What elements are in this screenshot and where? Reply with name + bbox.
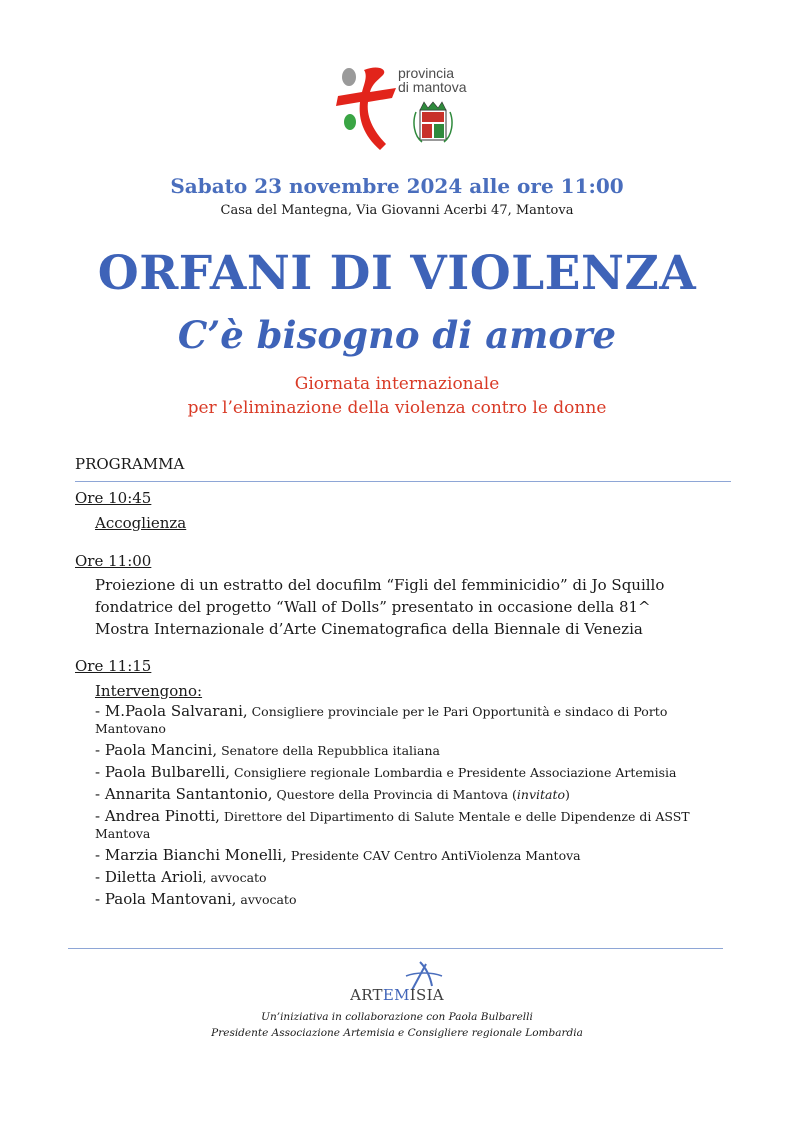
speaker-name: - Annarita Santantonio, xyxy=(95,785,273,803)
event-venue: Casa del Mantegna, Via Giovanni Acerbi 47, Mantova xyxy=(220,203,574,218)
speaker-item xyxy=(95,703,735,737)
slot2-description xyxy=(95,574,664,640)
artemisia-wordmark xyxy=(0,986,794,1004)
logo-wordmark xyxy=(398,66,466,94)
speaker-item xyxy=(95,808,735,842)
speaker-role-end: ) xyxy=(565,787,570,802)
credit-line1: Un’iniziativa in collaborazione con Paola Bulbarelli xyxy=(261,1011,533,1023)
speaker-item xyxy=(95,764,735,781)
credit-line2: Presidente Associazione Artemisia e Consigliere regionale Lombardia xyxy=(211,1027,583,1039)
brand-start: ART xyxy=(350,986,383,1004)
event-occasion xyxy=(0,372,794,420)
slot3-time: Ore 11:15 xyxy=(75,657,152,675)
speaker-name: - Andrea Pinotti, xyxy=(95,807,220,825)
event-subtitle: C’è bisogno di amore xyxy=(177,313,617,357)
speaker-name: - M.Paola Salvarani, xyxy=(95,702,248,720)
slot2-line2: fondatrice del progetto “Wall of Dolls” presentato in occasione della 81^ xyxy=(95,598,651,616)
event-title: ORFANI DI VIOLENZA xyxy=(97,246,697,301)
slot2-time: Ore 11:00 xyxy=(75,552,152,570)
speaker-role xyxy=(272,787,569,802)
speaker-role: Presidente CAV Centro AntiViolenza Mantova xyxy=(286,848,581,863)
speaker-role-text: Questore della Provincia di Mantova ( xyxy=(272,787,517,802)
occasion-line1: Giornata internazionale xyxy=(294,374,500,394)
divider-top xyxy=(75,481,731,482)
brand-mid: EM xyxy=(382,986,410,1004)
speaker-role: Consigliere provinciale per le Pari Opportunità e sindaco di Porto Mantovano xyxy=(95,704,668,736)
event-date: Sabato 23 novembre 2024 alle ore 11:00 xyxy=(170,174,624,198)
occasion-line2: per l’eliminazione della violenza contro le donne xyxy=(187,398,607,418)
speaker-name: - Paola Mancini, xyxy=(95,741,218,759)
logo-text-line2: di mantova xyxy=(398,79,467,95)
program-label: PROGRAMMA xyxy=(75,455,185,473)
speaker-role-italic: invitato xyxy=(516,787,566,802)
footer-credit xyxy=(0,1009,794,1041)
brand-end: ISIA xyxy=(409,986,444,1004)
speaker-role: Direttore del Dipartimento di Salute Mentale e delle Dipendenze di ASST Mantova xyxy=(95,809,690,841)
speaker-name: - Paola Mantovani, xyxy=(95,890,237,908)
slot2-line3: Mostra Internazionale d’Arte Cinematografica della Biennale di Venezia xyxy=(95,620,643,638)
speaker-item xyxy=(95,869,735,886)
speaker-name: - Paola Bulbarelli, xyxy=(95,763,230,781)
logo-text-line1: provincia xyxy=(398,65,455,81)
slot1-text: Accoglienza xyxy=(95,514,187,532)
slot2-line1: Proiezione di un estratto del docufilm “Figli del femminicidio” di Jo Squillo xyxy=(95,576,665,594)
slot3-heading: Intervengono: xyxy=(95,682,203,700)
speaker-name: - Diletta Arioli xyxy=(95,868,203,886)
speaker-role: , avvocato xyxy=(202,870,267,885)
slot1-time: Ore 10:45 xyxy=(75,489,152,507)
speaker-item xyxy=(95,891,735,908)
speaker-item xyxy=(95,847,735,864)
speaker-role: Senatore della Repubblica italiana xyxy=(217,743,440,758)
speaker-role: avvocato xyxy=(236,892,297,907)
speaker-item xyxy=(95,742,735,759)
speaker-item xyxy=(95,786,735,803)
speakers-list xyxy=(95,703,735,913)
speaker-role: Consigliere regionale Lombardia e Presidente Associazione Artemisia xyxy=(229,765,677,780)
divider-bottom xyxy=(68,948,723,949)
speaker-name: - Marzia Bianchi Monelli, xyxy=(95,846,287,864)
